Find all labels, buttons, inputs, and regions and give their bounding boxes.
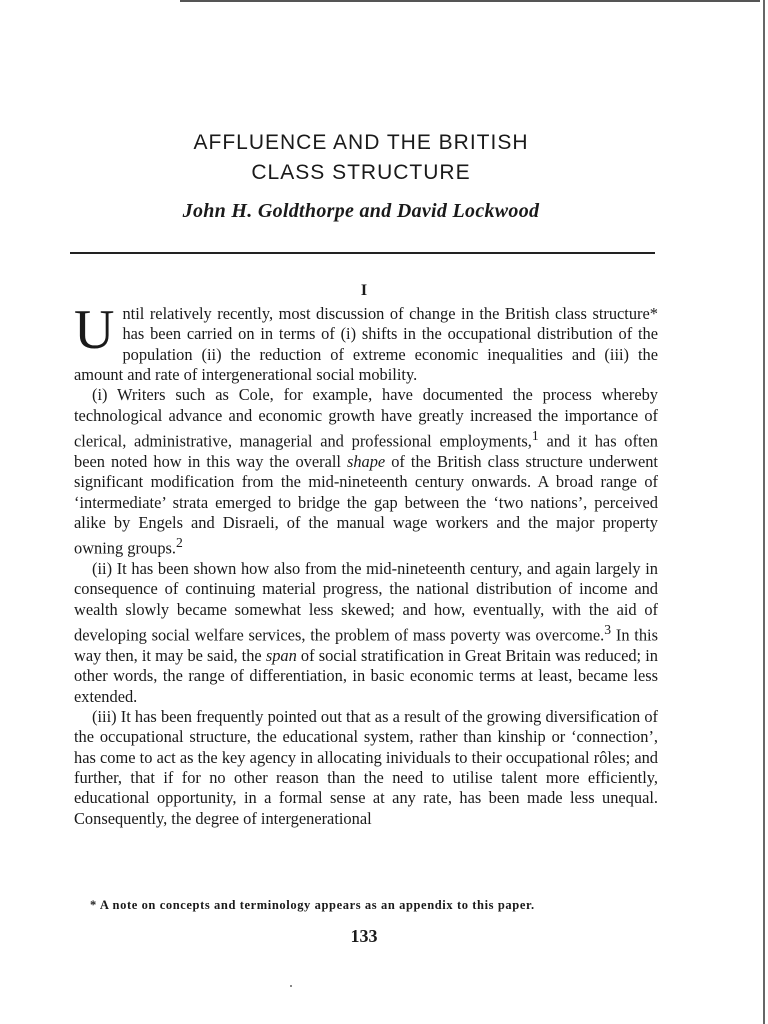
top-edge-rule	[180, 0, 760, 2]
emphasis-span: span	[265, 645, 297, 665]
paragraph-i-text-c: of the British class structure underwent significant modification from the mid-nineteenth century onwards. A broad range of ‘intermediate’ strata emerged to bridge the gap between the ‘two nations’, perceived alike by Engels and Disraeli, of the manual wage workers and the major property owning groups.	[74, 451, 658, 558]
article-title-line-2: CLASS STRUCTURE	[251, 161, 471, 184]
paragraph-i-text-a: (i) Writers such as Cole, for example, have documented the process whereby technological advance and economic growth have greatly increased the importance of clerical, administrative, managerial and professional employments,	[74, 385, 658, 451]
paragraph-ii	[74, 559, 658, 707]
footnote: * A note on concepts and terminology appears as an appendix to this paper.	[90, 898, 535, 912]
section-numeral: I	[360, 282, 368, 299]
paragraph-i	[74, 385, 658, 559]
paragraph-ii-text-c: of social stratification in Great Britain was reduced; in other words, the range of differentiation, in basic economic terms at least, became less extended.	[74, 645, 658, 706]
article-authors: John H. Goldthorpe and David Lockwood	[182, 200, 540, 222]
drop-cap: U	[74, 299, 115, 361]
right-page-edge	[763, 0, 765, 1024]
scan-speck	[290, 985, 292, 987]
emphasis-shape: shape	[346, 451, 386, 471]
footnote-ref-3: 3	[604, 622, 612, 638]
article-title-line-1: AFFLUENCE AND THE BRITISH	[193, 131, 529, 154]
paragraph-intro-text: ntil relatively recently, most discussion of change in the British class structure* has been carried on in terms of (i) shifts in the occupational distribution of the population (ii) the reduction of extreme economic inequalities and (iii) the amount and rate of intergenerational social mobility.	[74, 304, 658, 385]
paragraph-ii-text-b: In this way then, it may be said, the	[74, 625, 658, 665]
paragraph-intro	[74, 299, 658, 385]
paragraph-iii	[74, 707, 658, 829]
paragraph-iii-text: (iii) It has been frequently pointed out that as a result of the growing diversification of the occupational structure, the educational system, rather than kinship or ‘connection’, has come to act as the key agency in allocating inividuals to their occupational rôles; and further, that if for no other reason than the need to utilise talent more efficiently, educational opportunity, in a formal sense at any rate, has been made less unequal. Consequently, the degree of intergenerational	[74, 706, 658, 828]
paragraph-ii-text-a: (ii) It has been shown how also from the mid-nineteenth century, and again largely in consequence of continuing material progress, the national distribution of income and wealth slowly became somewhat less skewed; and how, eventually, with the aid of developing social welfare services, the problem of mass poverty was overcome.	[74, 559, 658, 645]
title-divider-rule	[70, 252, 655, 254]
article-body	[74, 299, 658, 829]
footnote-ref-1: 1	[531, 428, 539, 444]
page-number: 133	[350, 926, 378, 946]
footnote-ref-2: 2	[176, 535, 183, 551]
paragraph-i-text-b: and it has often been noted how in this way the overall	[74, 431, 658, 471]
